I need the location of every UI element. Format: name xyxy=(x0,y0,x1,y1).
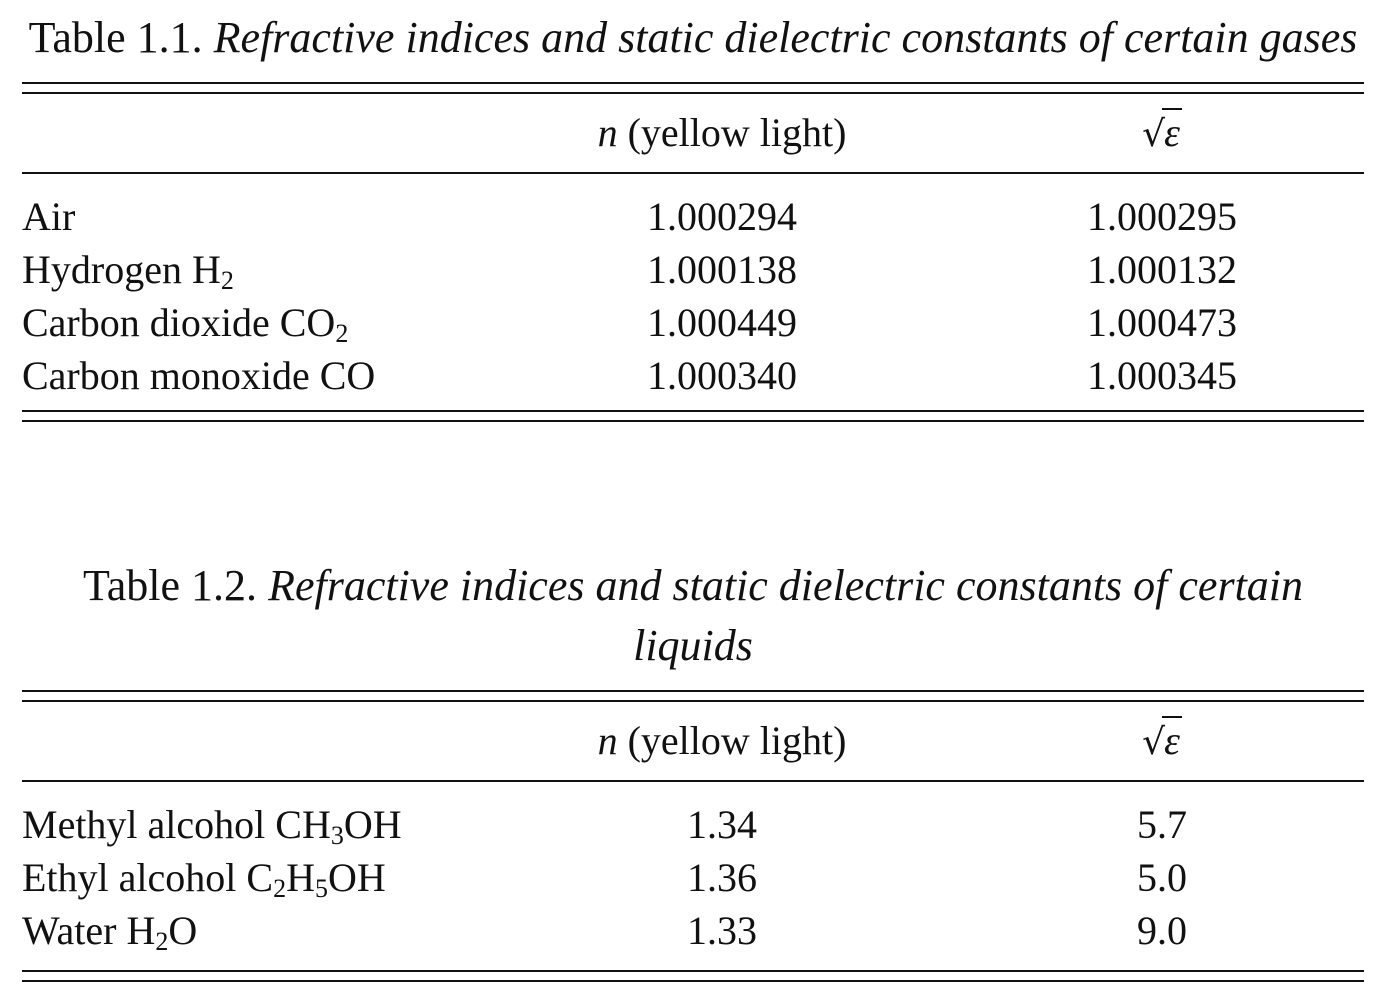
bottom-double-rule xyxy=(22,970,1364,982)
table-row xyxy=(22,190,1364,243)
table-row xyxy=(22,349,1364,402)
cell-substance: Carbon dioxide $CO_2$ xyxy=(22,300,349,348)
caption-description: Refractive indices and static dielectric constants of certain gases xyxy=(213,13,1358,62)
epsilon-symbol: ε xyxy=(1164,718,1180,763)
cell-sqrt-eps: 1.000132 xyxy=(1087,247,1237,292)
header-refractive-index xyxy=(492,108,952,158)
sqrt-icon: √ xyxy=(1142,722,1166,763)
header-n-text: (yellow light) xyxy=(627,110,847,155)
cell-n: 1.33 xyxy=(687,908,757,953)
cell-sqrt-eps: 5.0 xyxy=(1137,855,1187,900)
table-caption xyxy=(22,548,1364,676)
table-header-row xyxy=(22,94,1364,172)
header-refractive-index xyxy=(492,716,952,766)
top-double-rule xyxy=(22,82,1364,94)
table-caption xyxy=(22,0,1364,68)
table-row xyxy=(22,798,1364,851)
table-body xyxy=(22,174,1364,410)
cell-substance: Hydrogen $H_2$ xyxy=(22,247,234,295)
table-body xyxy=(22,782,1364,970)
cell-sqrt-eps: 5.7 xyxy=(1137,802,1187,847)
cell-substance: Carbon monoxide CO xyxy=(22,353,376,398)
table-row xyxy=(22,851,1364,904)
sqrt-icon: √ xyxy=(1142,114,1166,155)
cell-sqrt-eps: 9.0 xyxy=(1137,908,1187,953)
table-row xyxy=(22,904,1364,957)
header-sqrt-epsilon xyxy=(1042,716,1282,768)
top-double-rule xyxy=(22,690,1364,702)
cell-n: 1.36 xyxy=(687,855,757,900)
caption-label: Table 1.1. xyxy=(28,13,203,62)
cell-substance: Methyl alcohol $CH_3OH$ xyxy=(22,802,402,850)
cell-substance: Water $H_2O$ xyxy=(22,908,198,956)
cell-substance: Air xyxy=(22,194,76,239)
bottom-double-rule xyxy=(22,410,1364,422)
table-header-row xyxy=(22,702,1364,780)
caption-description: Refractive indices and static dielectric constants of certain liquids xyxy=(268,561,1304,670)
n-symbol: n xyxy=(597,718,618,763)
caption-label: Table 1.2. xyxy=(82,561,258,610)
epsilon-symbol: ε xyxy=(1164,110,1180,155)
header-n-text: (yellow light) xyxy=(627,718,847,763)
cell-substance: Ethyl alcohol $C_2H_5OH$ xyxy=(22,855,386,903)
header-sqrt-epsilon xyxy=(1042,108,1282,160)
cell-n: 1.000138 xyxy=(647,247,797,292)
table-gases xyxy=(22,0,1364,422)
table-row xyxy=(22,243,1364,296)
cell-n: 1.000294 xyxy=(647,194,797,239)
table-row xyxy=(22,296,1364,349)
cell-sqrt-eps: 1.000345 xyxy=(1087,353,1237,398)
cell-sqrt-eps: 1.000473 xyxy=(1087,300,1237,345)
cell-sqrt-eps: 1.000295 xyxy=(1087,194,1237,239)
n-symbol: n xyxy=(597,110,618,155)
cell-n: 1.000340 xyxy=(647,353,797,398)
table-liquids xyxy=(22,548,1364,982)
cell-n: 1.000449 xyxy=(647,300,797,345)
cell-n: 1.34 xyxy=(687,802,757,847)
